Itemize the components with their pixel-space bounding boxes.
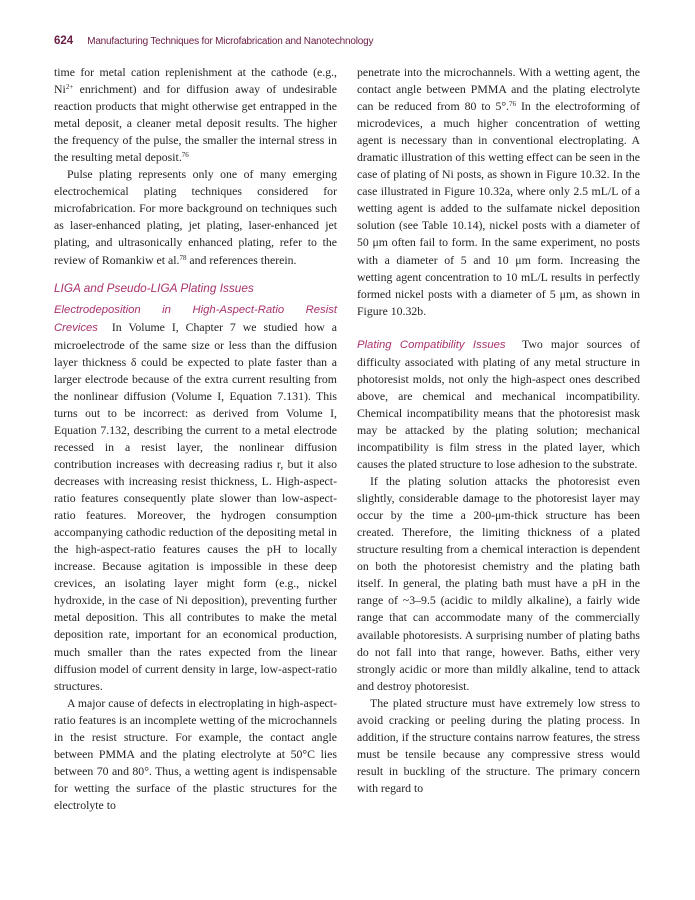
running-header <box>54 31 373 47</box>
paragraph: If the plating solution attacks the photoresist even slightly, considerable damage to the photoresist layer may occur by the time a 200-μm-thick structure has been created. Therefore, the limiting thickness of a plated structure resulting from a chemical interaction is dependent on both the photoresist chemistry and the plating bath itself. In general, the plating bath must have a pH in the range of ~3–9.5 (acidic to mildly alkaline), a fairly wide range that can accommodate many of the commercially available photoresists. A surprising number of plating baths do not fall into that range, however. Baths, either very strongly acidic or more than mildly alkaline, tend to attack and destroy photoresist. <box>357 474 640 693</box>
running-title: Manufacturing Techniques for Microfabrication and Nanotechnology <box>87 36 374 47</box>
left-column <box>54 64 337 814</box>
paragraph: The plated structure must have extremely low stress to avoid cracking or peeling during the plating process. In addition, if the structure contains narrow features, the stress must be tensile because any compressive stress would result in buckling of the structure. The primary concern with regard to <box>357 695 640 795</box>
right-column <box>357 64 640 797</box>
paragraph: time for metal cation replenishment at the cathode (e.g., $Ni^{2+}$ enrichment) and for diffusion away of undesirable reaction products that might otherwise get entrapped in the metal deposit, a cleaner metal deposit results. The higher the frequency of the pulse, the smaller the internal stress in the resulting metal deposit.$^{76}$ <box>54 65 337 165</box>
subsection-heading: Electrodeposition in High-Aspect-Ratio Resist Crevices <box>54 303 337 334</box>
paragraph: Pulse plating represents only one of many emerging electrochemical plating techniques considered for microfabrication. For more background on techniques such as laser-enhanced plating, jet plating, laser-enhanced jet plating, and ultrasonically enhanced plating, refer to the review of Romankiw et al.$^{78}$ and references therein. <box>54 167 337 267</box>
paragraph: Plating Compatibility Issues Two major sources of difficulty associated with plating of any metal structure in photoresist molds, not only the high-aspect ones described above, are chemical and mechanical incompatibility. Chemical incompatibility means that the photoresist mask may be attacked by the plating solution; mechanical incompatibility is film stress in the plated layer, which causes the plated structure to lose adhesion to the substrate. <box>357 336 640 472</box>
subsection-heading: Plating Compatibility Issues <box>357 338 506 351</box>
paragraph: A major cause of defects in electroplating in high-aspect-ratio features is an incomplete wetting of the microchannels in the resist structure. For example, the contact angle between PMMA and the plating electrolyte at 50°C lies between 70 and 80°. Thus, a wetting agent is indispensable for wetting the surface of the plastic structures for the electrolyte to <box>54 695 337 812</box>
paragraph: Electrodeposition in High-Aspect-Ratio Resist Crevices In Volume I, Chapter 7 we studied how a microelectrode of the same size or less than the diffusion layer thickness δ could be expected to plate faster than a larger electrode because of the extra current resulting from the nonlinear diffusion (Volume I, Equation 7.131). This turns out to be incorrect: as derived from Volume I, Equation 7.132, describing the current to a metal electrode recessed in a resist layer, the nonlinear diffusion contribution increases with decreasing radius r, but it also decreases with increasing resist thickness, L. High-aspect-ratio features consequently plate slower than low-aspect-ratio features. Moreover, the hydrogen consumption accompanying cathodic reduction of the depositing metal in the high-aspect-ratio features causes the pH to locally increase. Because agitation is impossible in these deep crevices, an isolating layer might form (e.g., nickel hydroxide, in the case of Ni deposition), preventing further metal deposition. This all contributes to make the metal deposition rate, important for an economical production, much smaller than the rates expected from the linear diffusion model of current density in large, low-aspect-ratio structures. <box>54 303 337 693</box>
paragraph: penetrate into the microchannels. With a wetting agent, the contact angle between PMMA and the plating electrolyte can be reduced from 80 to 5°.$^{76}$ In the electroforming of microdevices, a much higher concentration of wetting agent is necessary than in conventional electroplating. A dramatic illustration of this wetting effect can be seen in the case of plating of Ni posts, as shown in Figure 10.32. In the case illustrated in Figure 10.32a, where only 2.5 mL/L of a wetting agent is added to the sulfamate nickel deposition solution (see Table 10.14), nickel posts with a diameter of 50 μm often fail to form. In the same experiment, no posts with a diameter of 5 and 10 μm form. Increasing the wetting agent concentration to 10 mL/L results in perfectly formed nickel posts with a diameter of 5 μm, as shown in Figure 10.32b. <box>357 65 640 318</box>
section-heading: LIGA and Pseudo-LIGA Plating Issues <box>54 280 254 295</box>
page-number: 624 <box>54 35 74 47</box>
